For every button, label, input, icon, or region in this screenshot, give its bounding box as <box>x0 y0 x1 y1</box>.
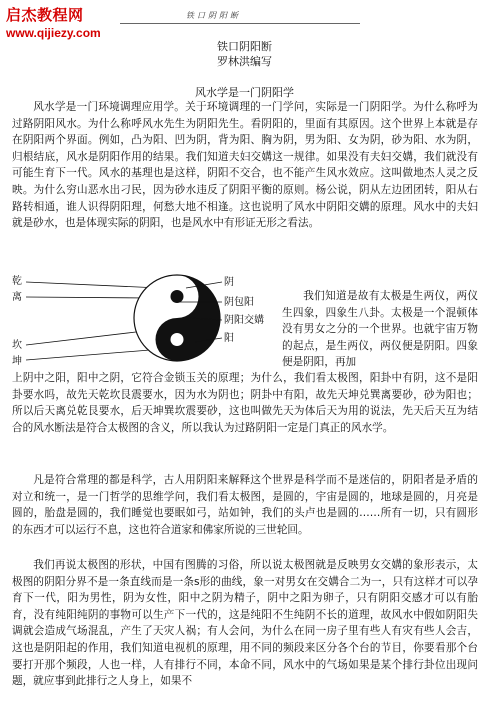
paragraph-3: 凡是符合常理的都是科学，古人用阴阳来解释这个世界是科学而不是迷信的，阴阳者是矛盾的对立和统一，是一门哲学的思维学问，我们看太极图，是圆的，宇宙是圆的，地球是圆的，月亮是圆的，胎盘是圆的，我们睡觉也要眠如弓，站如钟，我们的头卢也是圆的……所有一切，只有圆形的东西才可以运行不息，这也符合道家和佛家所说的三世轮回。 <box>12 474 478 536</box>
book-title: 铁口阴阳断 <box>217 40 272 53</box>
label-kun: 坤 <box>12 356 22 366</box>
paragraph-2-continued: 上阴中之阳，阳中之阴，它符合金锁玉关的原理；为什么，我们看太极图，阳卦中有阴，这不是阳卦要水吗，故先天乾坎艮震要水，因为水为阴也；阴卦中有阳，故先天坤兑巽离要砂，砂为阳也；所以后天离兑乾艮要水，后天坤巽坎震要砂，这也叫做先天为体后天为用的说法，先天后天互为结合的风水断法是符合太极图的含义，所以我认为过路阴阳一定是门真正的风水学。 <box>12 372 478 434</box>
chapter-title: 风水学是一门阴阳学 <box>195 86 294 99</box>
paragraph-1: 风水学是一门环境调理应用学。关于环境调理的一门学问，实际是一门阴阳学。为什么称呼为过路阴阳风水。为什么称呼风水先生为阴阳先生。看阴阳的，里面有其原因。这个世界上本就是存在阴阳两个界面。例如，凸为阳、凹为阴，背为阳、胸为阴，男为阳、女为阴，砂为阳、水为阴，归根结底，风水是阴阳作用的结果。我们知道夫妇交媾这一规律。如果没有夫妇交媾，我们就没有可能生育下一代。风水的基理也是这样，阴阳不交合，也不能产生风水效应。这叫做地杰人灵之反映。为什么穷山恶水出刁民，因为砂水违反了阴阳平衡的原则。杨公说，阴从左边团团转，阳从右路转相通，谁人识得阴阳理，何愁大地不相逢。这也说明了风水中阴阳交媾的原理。风水中的夫妇就是砂水，也是体现实际的阴阳，也是风水中有形证无形之看法。 <box>12 101 478 230</box>
label-li: 离 <box>12 292 22 303</box>
label-qian: 乾 <box>12 276 22 287</box>
taiji-diagram-svg <box>10 270 280 366</box>
label-kan: 坎 <box>12 340 22 351</box>
label-yin-bao-yang: 阴包阳 <box>224 297 254 308</box>
book-author: 罗林洪编写 <box>217 55 272 68</box>
paragraph-2-side: 我们知道是故有太极是生两仪，两仪生四象，四象生八卦。太极是一个混顿体没有男女之分的一个世界。也就宇宙万物的起点，是生两仪，两仪便是阴阳。四象便是阴阳，再加 <box>282 290 478 369</box>
paragraph-4: 我们再说太极图的形状，中国有图腾的习俗，所以说太极图就是反映男女交媾的象形表示，太极图的阴阳分界不是一条直线而是一条s形的曲线，象一对男女在交媾合二为一，只有这样才可以孕育下一代，阳为男性，阴为女性，阳中之阴为精子，阴中之阳为卵子，只有阴阳交感才可以有胎育，没有纯阳纯阴的事物可以生产下一代的，这是纯阳不生纯阴不长的道理，故风水中假如阴阳失调就会造成气场混乱，产生了天灾人祸；有人会问，为什么在同一房子里有些人有灾有些人会吉，这也是阴阳起的作用，我们知道电视机的原理，用不同的频段来区分各个台的节目，你要看那个台要打开那个频段，人也一样，人有排行不同，本命不同，风水中的气场如果是某个排行卦位出现问题，就应事到此排行之人身上，如果不 <box>12 559 478 688</box>
taiji-symbol <box>134 275 220 361</box>
pointer-kun <box>26 350 150 360</box>
label-yin: 阴 <box>224 277 234 288</box>
header-rule <box>120 23 360 24</box>
label-yang: 阳 <box>224 333 234 344</box>
pointer-li <box>26 297 148 298</box>
site-logo-url[interactable]: www.qijiezy.com <box>6 26 101 40</box>
running-head: 铁口阴阳断 <box>186 11 241 20</box>
label-yin-yang-jiaogou: 阴阳交媾 <box>224 315 264 326</box>
site-logo-title[interactable]: 启杰教程网 <box>6 6 84 24</box>
pointer-kan <box>26 332 136 345</box>
taiji-diagram <box>10 270 280 366</box>
pointer-qian <box>26 282 160 288</box>
